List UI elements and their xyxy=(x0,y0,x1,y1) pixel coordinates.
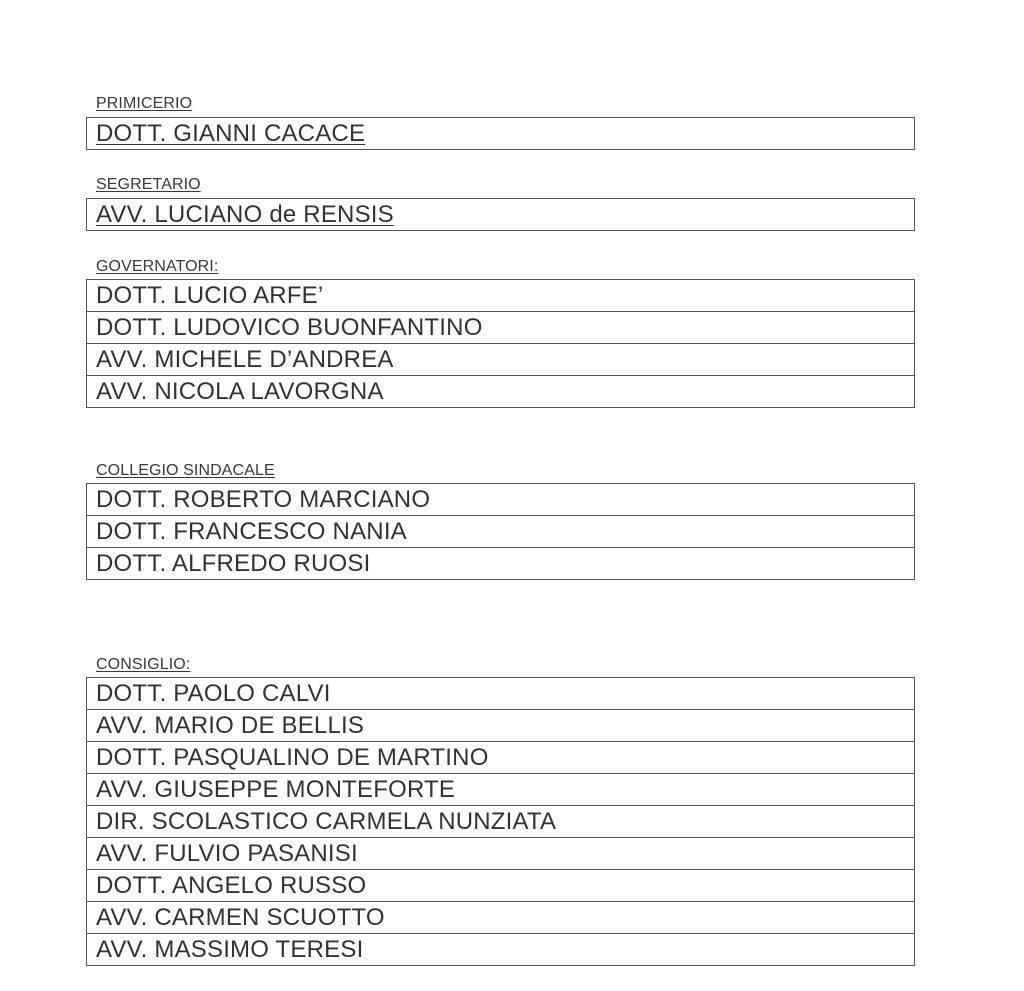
member-row: DOTT. FRANCESCO NANIA xyxy=(87,515,914,547)
member-row: AVV. MICHELE D’ANDREA xyxy=(87,343,914,375)
members-table-segretario xyxy=(86,198,915,231)
section-label-segretario: SEGRETARIO xyxy=(96,176,201,193)
section-label-governatori: GOVERNATORI: xyxy=(96,258,219,275)
section-label-consiglio: CONSIGLIO: xyxy=(96,656,191,673)
member-row: AVV. NICOLA LAVORGNA xyxy=(87,375,914,407)
member-row: AVV. GIUSEPPE MONTEFORTE xyxy=(87,773,914,805)
members-table-primicerio xyxy=(86,117,915,150)
member-name: AVV. LUCIANO de RENSIS xyxy=(96,201,394,228)
members-table-consiglio xyxy=(86,677,915,966)
member-row: AVV. MARIO DE BELLIS xyxy=(87,709,914,741)
section-label-collegio-sindacale: COLLEGIO SINDACALE xyxy=(96,462,275,479)
member-row: AVV. CARMEN SCUOTTO xyxy=(87,901,914,933)
member-row: DOTT. PAOLO CALVI xyxy=(96,680,331,707)
member-row: DOTT. LUCIO ARFE’ xyxy=(96,282,324,309)
section-label-primicerio: PRIMICERIO xyxy=(96,95,193,112)
member-row: AVV. FULVIO PASANISI xyxy=(87,837,914,869)
member-row xyxy=(87,118,914,149)
member-row: DOTT. ANGELO RUSSO xyxy=(87,869,914,901)
member-row: DOTT. LUDOVICO BUONFANTINO xyxy=(87,311,914,343)
member-row: DOTT. PASQUALINO DE MARTINO xyxy=(87,741,914,773)
member-row: DOTT. ALFREDO RUOSI xyxy=(87,547,914,579)
member-name: DOTT. GIANNI CACACE xyxy=(96,120,366,147)
member-row: AVV. MASSIMO TERESI xyxy=(87,933,914,965)
member-row xyxy=(87,199,914,230)
members-table-collegio-sindacale xyxy=(86,483,915,580)
member-row: DOTT. ROBERTO MARCIANO xyxy=(96,486,431,513)
members-table-governatori xyxy=(86,279,915,408)
member-row: DIR. SCOLASTICO CARMELA NUNZIATA xyxy=(87,805,914,837)
